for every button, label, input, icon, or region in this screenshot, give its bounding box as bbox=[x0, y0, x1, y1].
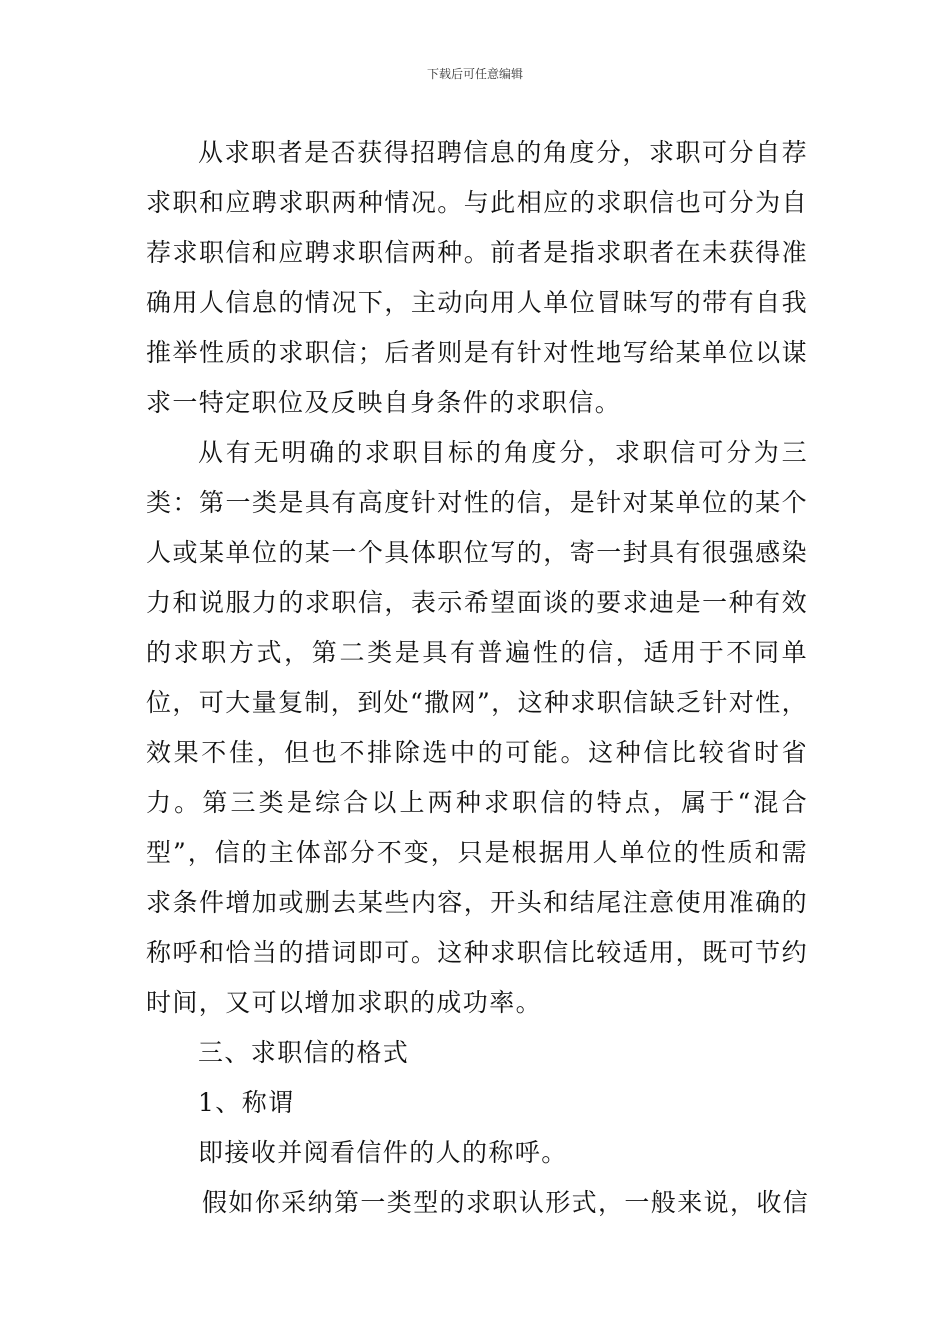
subsection-heading-salutation: 1、称谓 bbox=[198, 1088, 295, 1117]
paragraph-classification-by-recruitment-info: 从求职者是否获得招聘信息的角度分，求职可分自荐求职和应聘求职两种情况。与此相应的求职信也可分为自荐求职信和应聘求职信两种。前者是指求职者在未获得准确用人信息的情况下，主动向用人单位冒昧写的带有自我推举性质的求职信；后者则是有针对性地写给某单位以谋求一特定职位及反映自身条件的求职信。 bbox=[146, 138, 808, 417]
document-body bbox=[146, 128, 808, 1228]
section-heading-format: 三、求职信的格式 bbox=[198, 1038, 410, 1067]
paragraph-classification-by-target: 从有无明确的求职目标的角度分，求职信可分为三类：第一类是具有高度针对性的信，是针对某单位的某个人或某单位的某一个具体职位写的，寄一封具有很强感染力和说服力的求职信，表示希望面谈的要求迪是一种有效的求职方式，第二类是具有普遍性的信，适用于不同单位，可大量复制，到处“撒网”，这种求职信缺乏针对性，效果不佳，但也不排除选中的可能。这种信比较省时省力。第三类是综合以上两种求职信的特点，属于“混合型”，信的主体部分不变，只是根据用人单位的性质和需求条件增加或删去某些内容，开头和结尾注意使用准确的称呼和恰当的措词即可。这种求职信比较适用，既可节约时间，又可以增加求职的成功率。 bbox=[146, 438, 808, 1017]
paragraph-salutation-partial: 假如你采纳第一类型的求职认形式，一般来说，收信 bbox=[202, 1188, 810, 1217]
page-header-note: 下载后可任意编辑 bbox=[426, 67, 523, 81]
definition-salutation: 即接收并阅看信件的人的称呼。 bbox=[198, 1138, 568, 1167]
